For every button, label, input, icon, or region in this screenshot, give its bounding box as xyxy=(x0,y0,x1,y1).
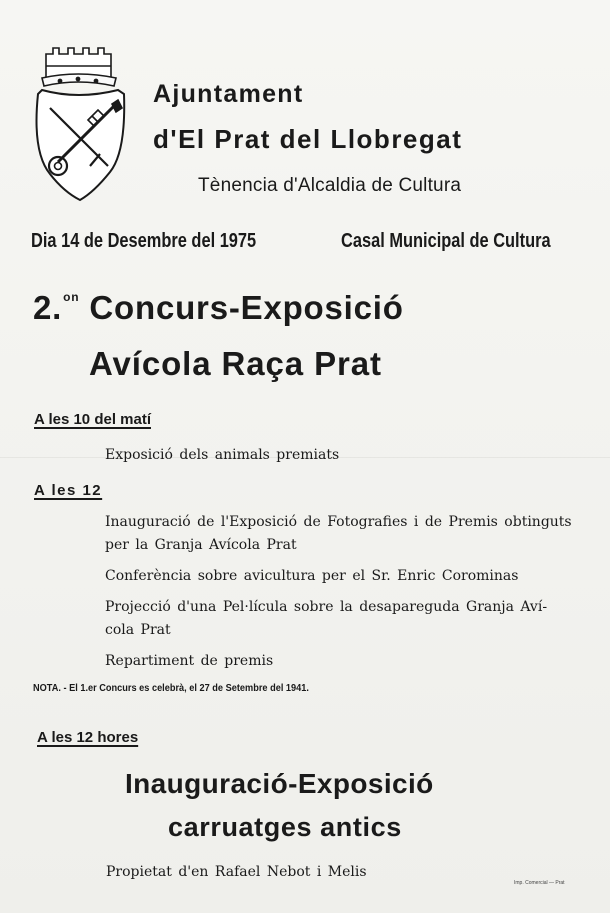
title-line1-rest: Concurs-Exposició xyxy=(89,289,404,326)
exhibition-headline-line1: Inauguració-Exposició xyxy=(125,768,434,799)
title-line1 xyxy=(33,289,404,327)
program-item: cola Prat xyxy=(105,622,171,638)
municipal-coat-of-arms-icon xyxy=(28,42,133,212)
program-item: Repartiment de premis xyxy=(105,653,274,669)
exhibition-owner: Propietat d'en Rafael Nebot i Melis xyxy=(106,864,367,880)
organization-name-line2: d'El Prat del Llobregat xyxy=(153,124,463,154)
printer-imprint: Imp. Comercial — Prat xyxy=(514,880,565,886)
exhibition-headline-line2: carruatges antics xyxy=(168,812,402,842)
event-date: Dia 14 de Desembre del 1975 xyxy=(31,230,257,252)
program-item: per la Granja Avícola Prat xyxy=(105,537,297,553)
program-item: Inauguració de l'Exposició de Fotografies i de Premis obtinguts xyxy=(105,514,572,530)
section-time-noon-hours: A les 12 hores xyxy=(37,729,139,746)
department-name: Tènencia d'Alcaldia de Cultura xyxy=(198,175,462,196)
section-time-morning: A les 10 del matí xyxy=(34,411,151,428)
title-number: 2. xyxy=(33,289,63,326)
title-ordinal: on xyxy=(63,290,80,304)
organization-name-line1: Ajuntament xyxy=(153,80,304,108)
title-line2: Avícola Raça Prat xyxy=(89,345,382,382)
section-time-noon: A les 12 xyxy=(34,482,103,499)
program-item: Exposició dels animals premiats xyxy=(105,447,340,463)
event-venue: Casal Municipal de Cultura xyxy=(341,230,551,252)
program-item: Conferència sobre avicultura per el Sr. Enric Corominas xyxy=(105,568,519,584)
historical-note: NOTA. - El 1.er Concurs es celebrà, el 27 de Setembre del 1941. xyxy=(33,683,309,694)
program-item: Projecció d'una Pel·lícula sobre la desapareguda Granja Aví- xyxy=(105,599,548,615)
